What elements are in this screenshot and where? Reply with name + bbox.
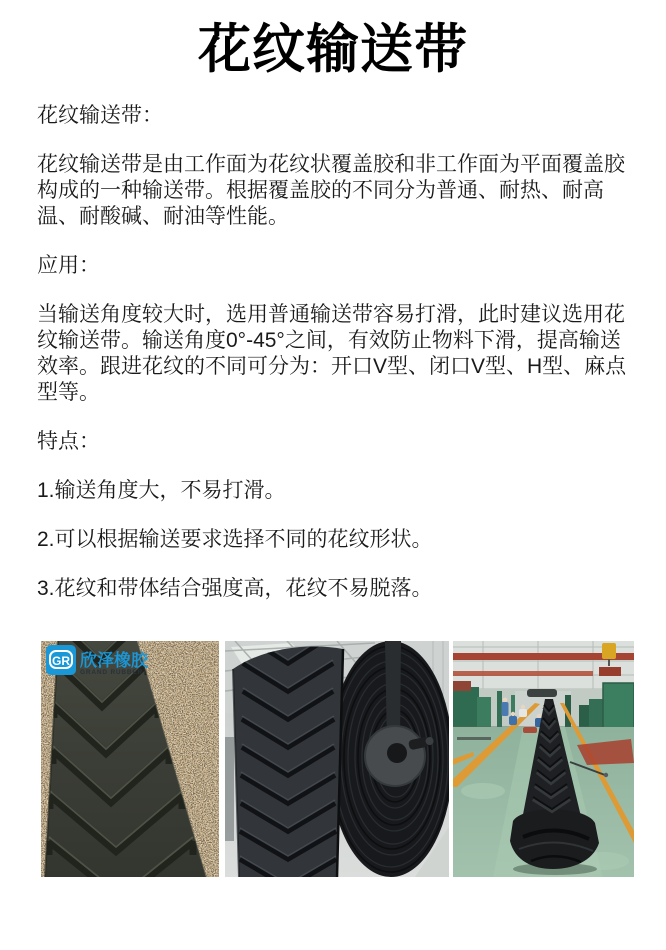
application-label: 应用： [37,254,100,277]
product-photo-row [41,641,666,877]
page-title: 花纹输送带 [198,20,468,79]
feature-item-3: 3.花纹和带体结合强度高，花纹不易脱落。 [37,577,433,600]
feature-item-1: 1.输送角度大，不易打滑。 [37,479,286,502]
photo-belt-roll-coil [225,641,449,877]
product-page [0,20,666,950]
logo-name-cn: 欣泽橡胶 [80,651,148,670]
description-text [0,103,666,602]
application-paragraph: 当输送角度较大时，选用普通输送带容易打滑，此时建议选用花纹输送带。输送角度0°-45°之间，有效防止物料下滑，提高输送效率。跟进花纹的不同可分为：开口V型、闭口V型、H型、麻点型等。 [37,303,627,404]
features-label: 特点： [37,430,100,453]
logo-monogram: GR [52,654,70,668]
intro-label: 花纹输送带： [37,104,163,127]
photo-factory-belt-line [453,641,634,877]
logo-name-en: GRAND RUBBER [80,669,144,676]
feature-item-2: 2.可以根据输送要求选择不同的花纹形状。 [37,528,433,551]
intro-paragraph: 花纹输送带是由工作面为花纹状覆盖胶和非工作面为平面覆盖胶构成的一种输送带。根据覆盖胶的不同分为普通、耐热、耐高温、耐酸碱、耐油等性能。 [37,153,625,228]
photo-chevron-belt-on-gravel [41,641,219,877]
hanging-chevron-strip [233,641,343,877]
belt-coil-face [329,641,449,877]
background-pole [225,737,234,841]
